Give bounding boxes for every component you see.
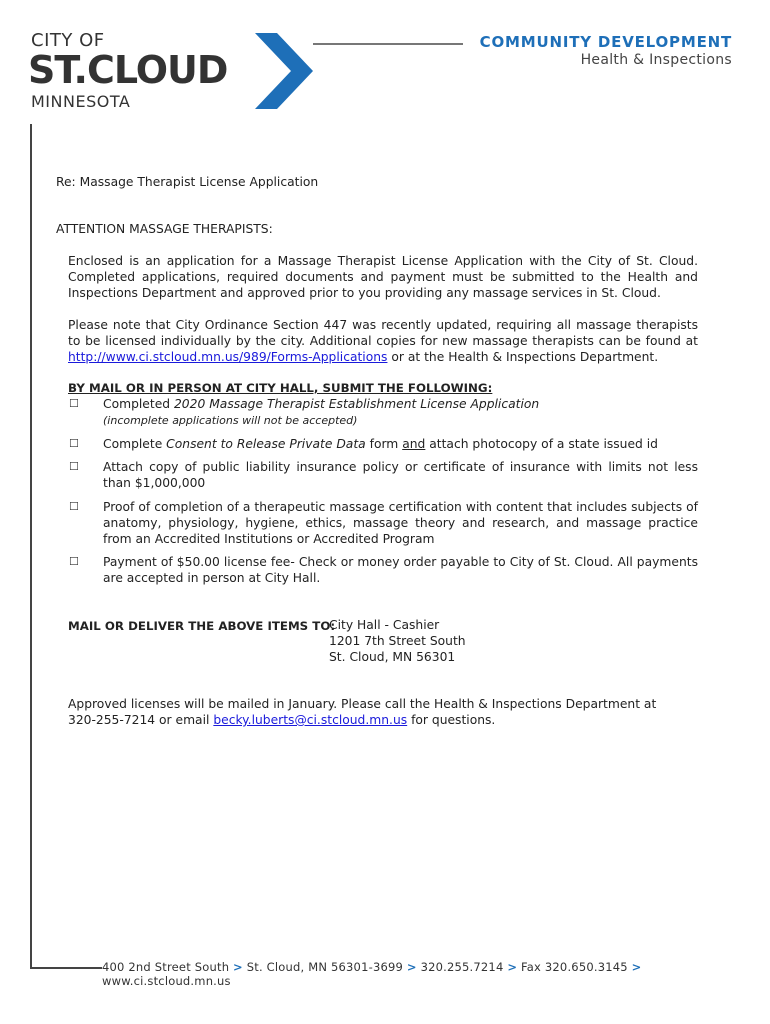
item-certification: Proof of completion of a therapeutic massage certification with content that includes subjects of anatomy, physiology, hygiene, ethics, massage theory and research, and massage practice from an Accredited Institutions or Accredited Program: [103, 500, 698, 546]
department-title: COMMUNITY DEVELOPMENT: [479, 33, 732, 51]
item2-mid: form: [365, 437, 403, 451]
address-line-3: St. Cloud, MN 56301: [329, 650, 456, 664]
closing-paragraph: [68, 696, 668, 728]
forms-link[interactable]: http://www.ci.stcloud.mn.us/989/Forms-Applications: [68, 350, 388, 364]
item-payment: Payment of $50.00 license fee- Check or money order payable to City of St. Cloud. All payments are accepted in person at City Hall.: [103, 555, 698, 585]
item1-prefix: Completed: [103, 397, 174, 411]
footer-address: 400 2nd Street South: [102, 960, 230, 974]
checkbox-1[interactable]: ☐: [69, 397, 79, 410]
header-divider: [313, 43, 463, 45]
footer-fax: Fax 320.650.3145: [521, 960, 628, 974]
item2-and: and: [402, 437, 426, 451]
bottom-frame-line: [30, 967, 102, 969]
re-line: Re: Massage Therapist License Application: [56, 175, 319, 189]
footer-city: St. Cloud, MN 56301-3699: [246, 960, 404, 974]
item-application: [103, 396, 698, 429]
footer-separator: >: [406, 960, 417, 974]
paragraph-intro: Enclosed is an application for a Massage Therapist License Application with the City of St. Cloud. Completed applications, required documents and payment must be submitted to the Health and Inspections Department and approved prior to you providing any massage services in St. Cloud.: [68, 254, 698, 300]
email-link[interactable]: becky.luberts@ci.stcloud.mn.us: [213, 713, 408, 727]
item1-title: 2020 Massage Therapist Establishment License Application: [173, 397, 540, 411]
item2-title: Consent to Release Private Data: [166, 437, 366, 451]
address-line-1: City Hall - Cashier: [329, 618, 440, 632]
closing-text: Approved licenses will be mailed in January. Please call the Health & Inspections Department at 320-255-7214 or email: [68, 697, 657, 727]
item1-note: (incomplete applications will not be accepted): [103, 414, 358, 427]
footer-separator: >: [233, 960, 243, 974]
footer-separator: >: [631, 960, 642, 974]
division-title: Health & Inspections: [580, 52, 732, 68]
attention-heading: ATTENTION MASSAGE THERAPISTS:: [56, 222, 273, 236]
footer-phone: 320.255.7214: [420, 960, 504, 974]
checkbox-5[interactable]: ☐: [69, 555, 79, 568]
item2-prefix: Complete: [103, 437, 167, 451]
footer-separator: >: [507, 960, 518, 974]
checkbox-3[interactable]: ☐: [69, 460, 79, 473]
paragraph-ordinance: [68, 317, 698, 365]
footer-website[interactable]: www.ci.stcloud.mn.us: [102, 974, 231, 988]
ordinance-text: Please note that City Ordinance Section 447 was recently updated, requiring all massage therapists to be licensed individually by the city. Additional copies for new massage therapists can be found at: [68, 318, 698, 348]
logo-st-cloud: ST.CLOUD: [28, 48, 228, 92]
address-line-2: 1201 7th Street South: [329, 634, 466, 648]
left-frame-line: [30, 124, 32, 968]
submit-heading: BY MAIL OR IN PERSON AT CITY HALL, SUBMIT THE FOLLOWING:: [68, 381, 493, 395]
checkbox-2[interactable]: ☐: [69, 437, 79, 450]
closing-tail: for questions.: [407, 713, 496, 727]
mail-label: MAIL OR DELIVER THE ABOVE ITEMS TO:: [68, 619, 336, 633]
item-consent: [103, 436, 698, 452]
checkbox-4[interactable]: ☐: [69, 500, 79, 513]
logo-city-of: CITY OF: [31, 30, 105, 51]
footer-contact: [102, 960, 770, 988]
logo-minnesota: MINNESOTA: [31, 92, 131, 111]
item2-tail: attach photocopy of a state issued id: [425, 437, 658, 451]
item-insurance: Attach copy of public liability insurance policy or certificate of insurance with limits not less than $1,000,000: [103, 460, 698, 490]
ordinance-tail: or at the Health & Inspections Department.: [387, 350, 659, 364]
logo-chevron-icon: [255, 33, 313, 109]
